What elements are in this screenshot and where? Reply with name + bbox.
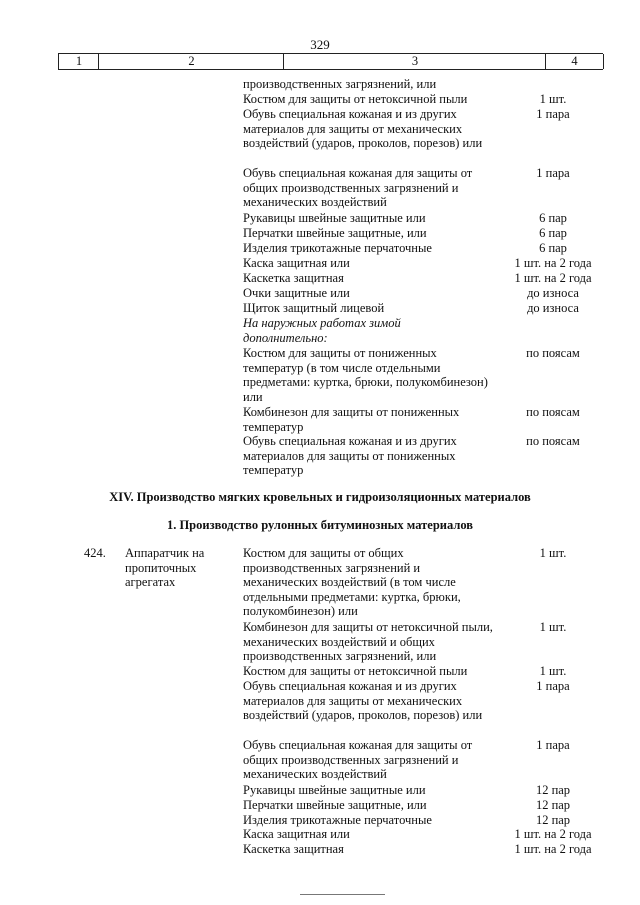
winter-note: На наружных работах зимой дополнительно: — [243, 316, 401, 345]
column-header-2: 2 — [98, 54, 284, 69]
item-text: Каска защитная или — [243, 827, 350, 841]
item-text: Костюм для защиты от нетоксичной пыли — [243, 92, 468, 106]
quantity-text: 1 пара — [536, 679, 570, 693]
quantity-text: 1 пара — [536, 166, 570, 180]
quantity-text: 1 шт. на 2 года — [514, 271, 592, 285]
item-text: Рукавицы швейные защитные или — [243, 783, 426, 797]
quantity-text: до износа — [527, 301, 579, 315]
quantity-text: до износа — [527, 286, 579, 300]
subsection-heading: 1. Производство рулонных битуминозных материалов — [166, 518, 474, 532]
item-text: Костюм для защиты от нетоксичной пыли — [243, 664, 468, 678]
item-text: Рукавицы швейные защитные или — [243, 211, 426, 225]
item-text: Изделия трикотажные перчаточные — [243, 813, 432, 827]
quantity-text: по поясам — [526, 346, 580, 360]
item-text: Обувь специальная кожаная и из других материалов для защиты от механических воздействий (ударов, проколов, порезов) или — [243, 107, 483, 151]
item-text: Обувь специальная кожаная для защиты от общих производственных загрязнений и механических воздействий — [243, 738, 473, 782]
quantity-text: 6 пар — [539, 226, 567, 240]
page-number: 329 — [310, 37, 330, 52]
column-header-row — [58, 53, 603, 70]
quantity-text: 6 пар — [539, 211, 567, 225]
item-text: Очки защитные или — [243, 286, 350, 300]
quantity-text: 12 пар — [535, 813, 571, 827]
item-text: Перчатки швейные защитные, или — [243, 226, 427, 240]
item-text: Обувь специальная кожаная и из других материалов для защиты от механических воздействий (ударов, проколов, порезов) или — [243, 679, 483, 723]
item-text: Каска защитная или — [243, 256, 350, 270]
item-text: Комбинезон для защиты от пониженных температур — [243, 405, 460, 434]
quantity-text: 1 шт. — [539, 546, 567, 560]
item-text: Каскетка защитная — [243, 842, 344, 856]
item-text: Изделия трикотажные перчаточные — [243, 241, 432, 255]
quantity-text: 1 пара — [536, 107, 570, 121]
quantity-text: 1 шт. — [539, 92, 567, 106]
quantity-text: 1 шт. — [539, 664, 567, 678]
item-text: Обувь специальная кожаная и из других материалов для защиты от пониженных температур — [243, 434, 457, 478]
quantity-text: 1 шт. на 2 года — [514, 256, 592, 270]
quantity-text: по поясам — [526, 434, 580, 448]
column-header-1: 1 — [58, 54, 99, 69]
column-header-4: 4 — [545, 54, 604, 69]
item-text: Костюм для защиты от общих производственных загрязнений и механических воздействий (в том числе отдельными предметами: куртка, брюки, полукомбинезон) или — [243, 546, 461, 619]
quantity-text: 1 шт. на 2 года — [514, 827, 592, 841]
item-text: Обувь специальная кожаная для защиты от общих производственных загрязнений и механических воздействий — [243, 166, 473, 210]
item-text: Каскетка защитная — [243, 271, 344, 285]
column-header-3: 3 — [283, 54, 546, 69]
section-heading: XIV. Производство мягких кровельных и гидроизоляционных материалов — [109, 490, 531, 504]
quantity-text: 12 пар — [535, 783, 571, 797]
item-text: производственных загрязнений, или — [243, 77, 437, 91]
quantity-text: 1 шт. на 2 года — [514, 842, 592, 856]
quantity-text: 6 пар — [539, 241, 567, 255]
quantity-text: по поясам — [526, 405, 580, 419]
entry-number: 424. — [84, 546, 106, 560]
quantity-text: 1 шт. — [539, 620, 567, 634]
occupation-name: Аппаратчик на пропиточных агрегатах — [125, 546, 205, 590]
quantity-text: 1 пара — [536, 738, 570, 752]
page-divider — [300, 894, 385, 895]
quantity-text: 12 пар — [535, 798, 571, 812]
item-text: Комбинезон для защиты от нетоксичной пыли, механических воздействий и общих производственных загрязнений, или — [243, 620, 493, 664]
item-text: Костюм для защиты от пониженных температур (в том числе отдельными предметами: куртка, брюки, полукомбинезон) или — [243, 346, 488, 404]
item-text: Перчатки швейные защитные, или — [243, 798, 427, 812]
item-text: Щиток защитный лицевой — [243, 301, 385, 315]
